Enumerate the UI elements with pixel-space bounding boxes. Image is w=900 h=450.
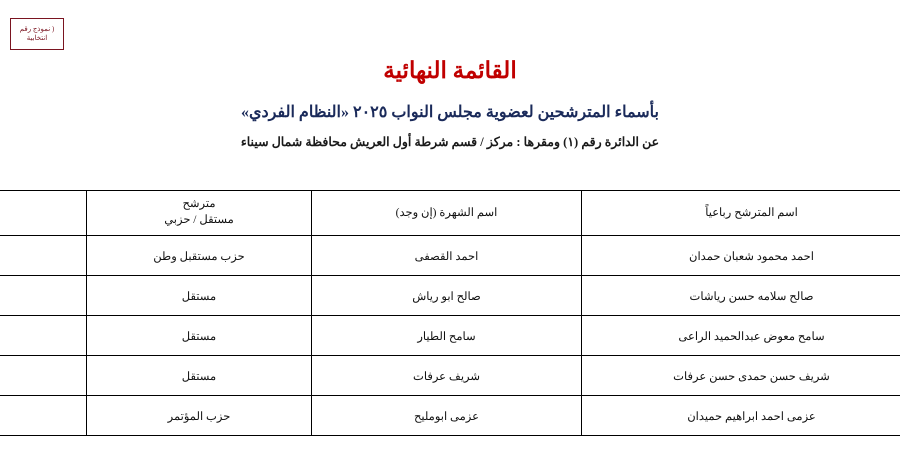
cell-candidate-nickname: عزمى ابومليح (312, 396, 582, 436)
cell-candidate-affiliation: حزب المؤتمر (87, 396, 312, 436)
column-header-affiliation (87, 191, 312, 236)
cell-candidate-name: عزمى احمد ابراهيم حميدان (582, 396, 900, 436)
column-header-affiliation-line2: مستقل / حزبي (164, 214, 234, 226)
cell-candidate-name: شريف حسن حمدى حسن عرفات (582, 356, 900, 396)
table-row (0, 236, 900, 276)
table-header-row (0, 191, 900, 236)
cell-candidate-symbol (0, 276, 87, 316)
candidates-table-container (0, 190, 900, 436)
cell-candidate-nickname: سامح الطيار (312, 316, 582, 356)
stamp-line-1: ( نموذج رقم (19, 25, 55, 34)
cell-candidate-nickname: شريف عرفات (312, 356, 582, 396)
cell-candidate-name: صالح سلامه حسن رياشات (582, 276, 900, 316)
stamp-line-2: انتخابية (26, 34, 48, 42)
table-row (0, 396, 900, 436)
column-header-name: اسم المترشح رباعياً (582, 191, 900, 236)
candidates-table (0, 190, 900, 436)
cell-candidate-name: احمد محمود شعبان حمدان (582, 236, 900, 276)
page-title: القائمة النهائية (383, 58, 517, 83)
cell-candidate-affiliation: مستقل (87, 356, 312, 396)
column-header-symbol (0, 191, 87, 236)
form-number-stamp (10, 18, 64, 50)
cell-candidate-affiliation: مستقل (87, 316, 312, 356)
cell-candidate-symbol (0, 316, 87, 356)
cell-candidate-affiliation: مستقل (87, 276, 312, 316)
cell-candidate-nickname: صالح ابو رياش (312, 276, 582, 316)
cell-candidate-affiliation: حزب مستقبل وطن (87, 236, 312, 276)
table-body (0, 236, 900, 436)
table-row (0, 356, 900, 396)
document-subtitle: بأسماء المترشحين لعضوية مجلس النواب ٢٠٢٥ «النظام الفردي» (241, 104, 659, 121)
cell-candidate-symbol (0, 356, 87, 396)
district-line: عن الدائرة رقم (١) ومقرها : مركز / قسم شرطة أول العريش محافظة شمال سيناء (240, 135, 660, 149)
cell-candidate-symbol (0, 236, 87, 276)
cell-candidate-nickname: احمد القصفى (312, 236, 582, 276)
cell-candidate-symbol (0, 396, 87, 436)
table-row (0, 316, 900, 356)
cell-candidate-name: سامح معوض عبدالحميد الراعى (582, 316, 900, 356)
document-header (0, 0, 900, 150)
table-row (0, 276, 900, 316)
column-header-affiliation-line1: مترشح (182, 198, 216, 211)
column-header-nickname: اسم الشهرة (إن وجد) (312, 191, 582, 236)
